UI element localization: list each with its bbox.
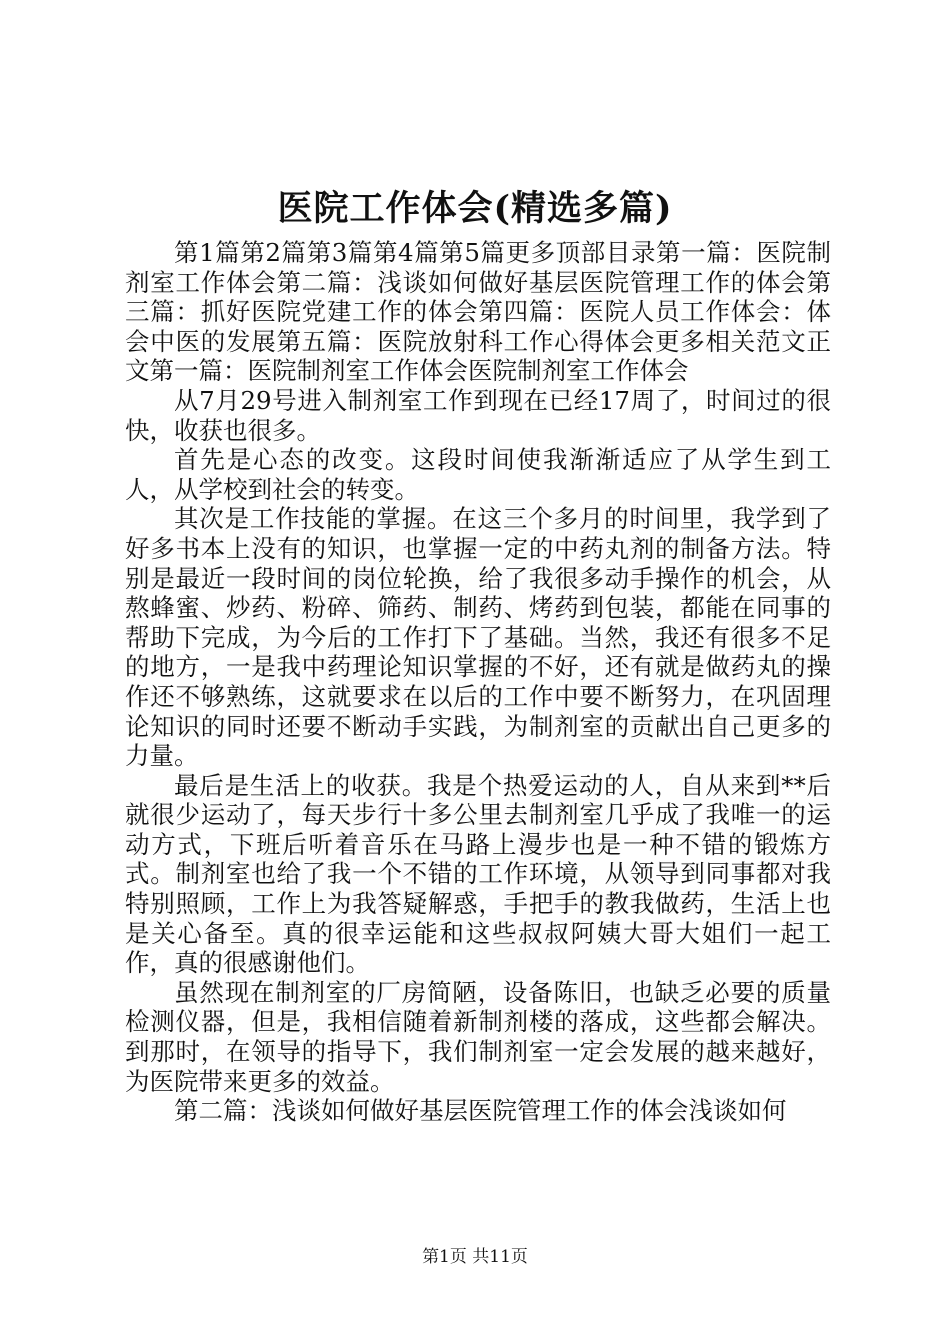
document-body: [125, 238, 831, 1126]
paragraph-outlook: 虽然现在制剂室的厂房简陋，设备陈旧，也缺乏必要的质量检测仪器，但是，我相信随着新制剂楼的落成，这些都会解决。到那时，在领导的指导下，我们制剂室一定会发展的越来越好，为医院带来更多的效益。: [125, 977, 831, 1096]
paragraph-life: 最后是生活上的收获。我是个热爱运动的人，自从来到**后就很少运动了，每天步行十多公里去制剂室几乎成了我唯一的运动方式，下班后听着音乐在马路上漫步也是一种不错的锻炼方式。制剂室也给了我一个不错的工作环境，从领导到同事都对我特别照顾，工作上为我答疑解惑，手把手的教我做药，生活上也是关心备至。真的很幸运能和这些叔叔阿姨大哥大姐们一起工作，真的很感谢他们。: [125, 770, 831, 978]
paragraph-second-article: 第二篇：浅谈如何做好基层医院管理工作的体会浅谈如何: [174, 1096, 787, 1126]
document-title: 医院工作体会(精选多篇): [277, 188, 673, 229]
paragraph-skills: 其次是工作技能的掌握。在这三个多月的时间里，我学到了好多书本上没有的知识，也掌握一定的中药丸剂的制备方法。特别是最近一段时间的岗位轮换，给了我很多动手操作的机会，从熬蜂蜜、炒药、粉碎、筛药、制药、烤药到包装，都能在同事的帮助下完成，为今后的工作打下了基础。当然，我还有很多不足的地方，一是我中药理论知识掌握的不好，还有就是做药丸的操作还不够熟练，这就要求在以后的工作中要不断努力，在巩固理论知识的同时还要不断动手实践，为制剂室的贡献出自己更多的力量。: [125, 504, 831, 771]
paragraph-table-of-contents: 第1篇第2篇第3篇第4篇第5篇更多顶部目录第一篇：医院制剂室工作体会第二篇：浅谈如何做好基层医院管理工作的体会第三篇：抓好医院党建工作的体会第四篇：医院人员工作体会：体会中医的发展第五篇：医院放射科工作心得体会更多相关范文正文第一篇：医院制剂室工作体会医院制剂室工作体会: [125, 238, 831, 386]
paragraph-intro: 从7月29号进入制剂室工作到现在已经17周了，时间过的很快，收获也很多。: [125, 385, 831, 445]
page-number: 第1页 共11页: [422, 1247, 528, 1267]
paragraph-mindset: 首先是心态的改变。这段时间使我渐渐适应了从学生到工人，从学校到社会的转变。: [125, 445, 831, 504]
